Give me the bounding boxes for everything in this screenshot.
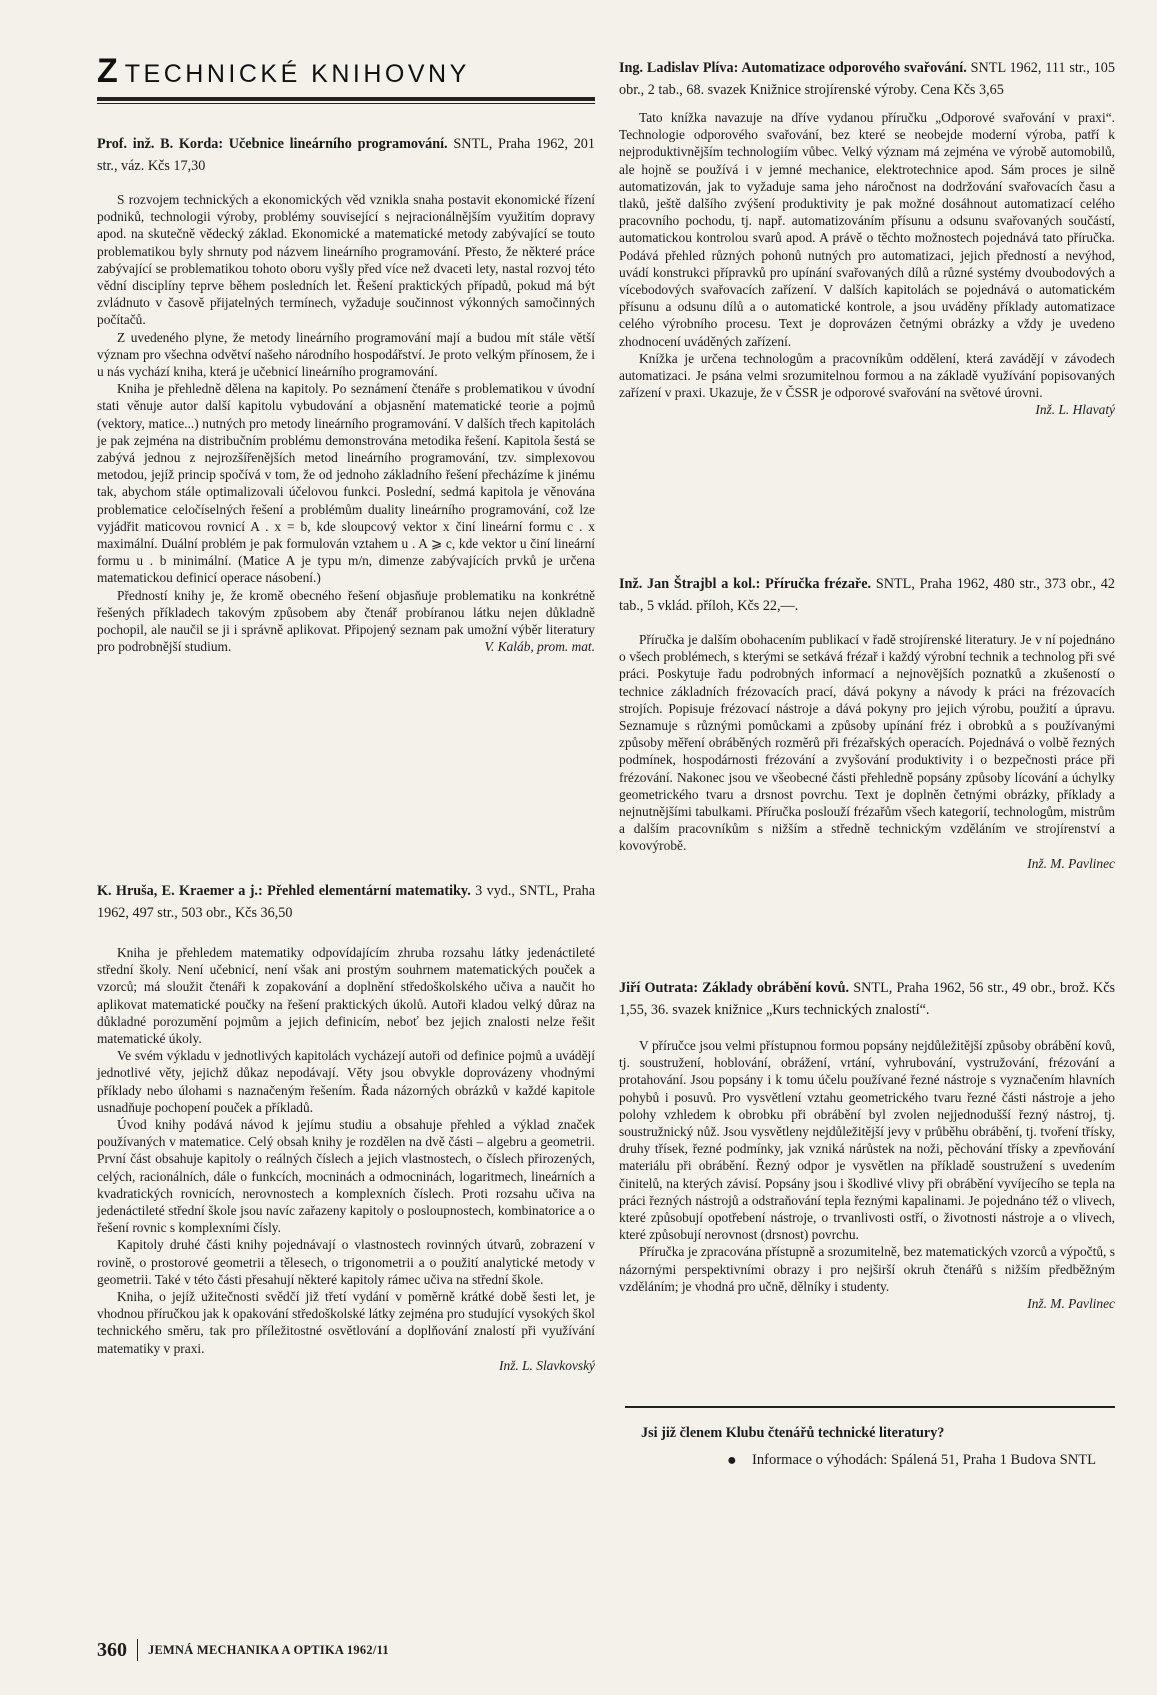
magazine-name: JEMNÁ MECHANIKA A OPTIKA 1962/11 — [148, 1642, 389, 1657]
review-publication: 3 vyd., SNTL, Praha 1962, 497 str., 503 obr., Kčs 36,50 — [97, 883, 595, 921]
review-signature: V. Kaláb, prom. mat. — [484, 639, 595, 655]
title-rule-thin — [97, 103, 595, 104]
review-signature: Inž. L. Hlavatý — [1035, 402, 1115, 418]
club-divider — [625, 1406, 1115, 1408]
review-author: Ing. Ladislav Plíva — [619, 60, 734, 76]
review-paragraph: Příručka je zpracována přístupně a srozumitelně, bez matematických vzorců a výpočtů, s názornými perspektivními obrazy i pro nejširší okruh čtenářů s nižším předběžným vzděláním; je vhodná pro učně, dělníky i studenty. — [619, 1244, 1115, 1294]
review-reference: Prof. inž. B. Korda: Učebnice lineárního programování. SNTL, Praha 1962, 201 str., váz. Kčs 17,30 — [97, 136, 595, 174]
review-signature: Inž. M. Pavlinec — [1027, 855, 1115, 871]
review-paragraph: S rozvojem technických a ekonomických věd vznikla snaha postavit ekonomické řízení podniků, technologii výroby, problémy související s nejracionálnějším využitím dopravy apod. na skutečně vědecký základ. Ekonomické a matematické metody zabývající se touto problematikou byly shrnuty pod názvem lineárního programování. Přesto, že některé práce zabývající se problematikou tohoto oboru vyšly před více než dvaceti lety, nastal rozvoj této vědní disciplíny teprve během posledních let. Řešení praktických případů, pokud má být zvládnuto v časově přijatelných termínech, vyžaduje součinnost výkonných samočinných počítačů. — [97, 192, 595, 328]
review-paragraph: Knížka je určena technologům a pracovníkům oddělení, která zavádějí v závodech automatizaci. Je psána velmi srozumitelnou formou a na základě využívání popisovaných zařízení v praxi. Ukazuje, že v ČSSR je odporové svařování na světové úrovni. — [619, 350, 1115, 401]
review-strajbl — [619, 574, 1115, 872]
review-book-title: Přehled elementární matematiky. — [267, 883, 471, 899]
review-book-title: Automatizace odporového svařování. — [741, 60, 967, 76]
review-book-title: Učebnice lineárního programování. — [228, 136, 448, 152]
review-paragraph-text: Předností knihy je, že kromě obecného řešení objasňuje problematiku na konkrétně řešených příkladech takovým způsobem aby čtenář probíranou látku nejen důkladně pochopil, ale naučil se ji i správně aplikovat. Připojený seznam pak umožní výběr literatury pro podrobnější studium. — [97, 587, 595, 655]
review-paragraph: Ve svém výkladu v jednotlivých kapitolách vycházejí autoři od definice pojmů a uvádějí jednotlivé věty, jejichž důkaz nepodávají. Věty jsou obvykle doprovázeny vhodnými příklady nebo úlohami s naznačeným řešením. Řada názorných obrázků v každé kapitole usnadňuje pochopení pouček a příkladů. — [97, 1048, 595, 1115]
review-reference: K. Hruša, E. Kraemer a j.: Přehled elementární matematiky. 3 vyd., SNTL, Praha 1962, 497 str., 503 obr., Kčs 36,50 — [97, 883, 595, 921]
section-title — [97, 52, 470, 91]
review-paragraph: Kapitoly druhé části knihy pojednávají o vlastnostech rovinných útvarů, zobrazení v rovině, o prostorové geometrii a tělesech, o trigonometrii a o použití analytické metody v geometrii. Také v této části přesahují některé kapitoly rámec učiva na střední škole. — [97, 1237, 595, 1287]
club-info: Informace o výhodách: Spálená 51, Praha 1 Budova SNTL — [752, 1452, 1097, 1468]
review-paragraph: Tato knížka navazuje na dříve vydanou příručku „Odporové svařování v praxi“. Technologie odporového svařování, bez které se neobejde moderní výroba, patří k nejproduktivnějším technologiím vůbec. Velký význam má zejména ve výrobě automobilů, ale hojně se používá i v jemné mechanice, elektrotechnice apod. Sám proces je silně automatizován, jak to vyžaduje sama jeho náročnost na dodržování svařovacích času a tlaků, ještě dalšího zvýšení produktivity je pak možné dosáhnout automatizací celého pracovního pochodu, tj. např. automatizováním přísunu a odsunu svařovaných součástí, automatickou kontrolou svarů apod. A právě o těchto možnostech pojednává tato příručka. Podává přehled různých pohonů nutných pro automatizaci, jejich předností a nevýhod, uvádí konstrukci přípravků pro upínání svařovaných dílů a různé systémy dvoubodových a vícebodových svařovacích zařízení. V dalších kapitolách se pojednává o automatickém přísunu a odsunu dílů a o automatické kontrole, a jsou uváděny příklady automatizace celého výrobního procesu. Text je doprovázen četnými obrázky a vždy je uvedeno zhodnocení uváděných zařízení. — [619, 110, 1115, 349]
review-paragraph: Kniha je přehledem matematiky odpovídajícím zhruba rozsahu látky jedenáctileté střední školy. Není učebnicí, není však ani prostým souhrnem matematických pouček a vzorců; má sloužit čtenáři k zopakování a doplnění středoškolského učiva a naučit ho aplikovat matematické poučky na řešení praktických úkolů. Autoři kladou velký důraz na důkladné porozumění pojmům a jejich definicím, neboť bez jejich znalosti nelze řešit matematické úkoly. — [97, 945, 595, 1047]
review-paragraph: Úvod knihy podává návod k jejímu studiu a obsahuje přehled a výklad značek používaných v matematice. Celý obsah knihy je rozdělen na dvě části – algebru a geometrii. První část obsahuje kapitoly o reálných číslech a jejich vlastnostech, o číslech přirozených, celých, racionálních, dále o funkcích, mocninách a odmocninách, logaritmech, lineárních a kvadratických rovnicích, nerovnostech a komplexních číslech. Proti rozsahu učiva na jedenáctileté střední škole jsou navíc zařazeny kapitoly o posloupnostech, kombinatorice a o řešení rovnic s komplexními čísly. — [97, 1117, 595, 1236]
review-reference: Ing. Ladislav Plíva: Automatizace odporového svařování. SNTL 1962, 111 str., 105 obr., 2 tab., 68. svazek Knižnice strojírenské výroby. Cena Kčs 3,65 — [619, 60, 1115, 98]
review-reference: Inž. Jan Štrajbl a kol.: Příručka frézaře. SNTL, Praha 1962, 480 str., 373 obr., 42 tab., 5 vklád. příloh, Kčs 22,—. — [619, 576, 1115, 614]
review-publication: SNTL, Praha 1962, 480 str., 373 obr., 42 tab., 5 vklád. příloh, Kčs 22,—. — [619, 576, 1115, 614]
review-publication: SNTL, Praha 1962, 56 str., 49 obr., brož. Kčs 1,55, 36. svazek knižnice „Kurs technických znalostí“. — [619, 980, 1116, 1018]
review-paragraph: Z uvedeného plyne, že metody lineárního programování mají a budou mít stále větší význam pro všechna odvětví našeho národního hospodářství. Je proto velkým přínosem, že i u nás vychází kniha, která je učebnicí lineárního programování. — [97, 329, 595, 380]
review-signature: Inž. L. Slavkovský — [499, 1357, 595, 1373]
review-author: Prof. inž. B. Korda — [97, 136, 219, 152]
review-paragraph: Příručka je dalším obohacením publikací v řadě strojírenské literatury. Je v ní pojednáno o všech problémech, s kterými se setkává frézař i každý výrobní technik a technolog při své práci. Poskytuje řadu podrobných informací a nejnovějších poznatků a zkušeností o technice základních frézovacích prací, dává pokyny a návody k práci na frézovacích strojích. Popisuje frézovací nástroje a dává pokyny pro jejich výrobu, použití a úpravu. Seznamuje s různými pomůckami a způsoby upínání fréz i obrobků a s používanými způsoby měření obráběných rozměrů při frézařských operacích. Pojednává o volbě řezných podmínek, hospodárnosti frézování a zvyšování produktivity i o bezpečnosti práce při frézování. Nakonec jsou ve všeobecné části přehledně popsány způsoby lícování a úchylky geometrického tvaru a drsnost povrchu. Text je doplněn četnými obrázky, příklady a nejnutnějšími tabulkami. Příručka poslouží frézařům všech kategorií, technologům, mistrům a dalším pracovníkům s nižším a středně technickým vzděláním ve strojírenství a kovovýrobě. — [619, 632, 1115, 854]
review-author: K. Hruša, E. Kraemer a j. — [97, 883, 258, 899]
review-outrata — [619, 978, 1115, 1312]
review-publication: SNTL, Praha 1962, 201 str., váz. Kčs 17,30 — [97, 136, 595, 174]
review-signature: Inž. M. Pavlinec — [1027, 1296, 1115, 1312]
review-pliva — [619, 58, 1115, 419]
review-publication: SNTL 1962, 111 str., 105 obr., 2 tab., 68. svazek Knižnice strojírenské výroby. Cena Kčs 3,65 — [619, 60, 1115, 98]
footer-divider — [137, 1639, 138, 1661]
bullet-icon: ● — [727, 1452, 737, 1469]
review-reference: Jiří Outrata: Základy obrábění kovů. SNTL, Praha 1962, 56 str., 49 obr., brož. Kčs 1,55, 36. svazek knižnice „Kurs technických znalostí“. — [619, 980, 1116, 1018]
page-number: 360 — [97, 1638, 127, 1661]
review-paragraph: V příručce jsou velmi přístupnou formou popsány nejdůležitější způsoby obrábění kovů, tj. soustružení, hoblování, obrážení, vrtání, vyhrubování, vystružování, frézování a protahování. Jsou popsány i k tomu účelu používané řezné nástroje s vyznačením hlavních pohybů i posuvů. Pro vysvětlení vztahu geometrického tvaru řezné části nástroje a jeho polohy vzhledem k obrobku při obrábění byl zvolen nejjednodušší řezný nástroj, tj. soustružnický nůž. Jsou vysvětleny nejdůležitější jevy v průběhu obrábění, tj. tvoření třísky, druhy třísek, řezné podmínky, jak vzniká nárůstek na noži, pěchování třísky a zpevňování materiálu při obrábění. Řezný odpor je vysvětlen na příkladě soustružení s uvedením činitelů, na kterých závisí. Popsány jsou i škodlivé vlivy při obrábění vyvíjecího se tepla na práci řezných nástrojů a odstraňování tepla řeznými kapalinami. Je pojednáno též o vlivech, které způsobují opotřebení nástroje, o trvanlivosti ostří, o životnosti nástroje a o vlivech, které způsobují nerovnost (drsnost) povrchu. — [619, 1038, 1115, 1243]
club-question: Jsi již členem Klubu čtenářů technické literatury? — [641, 1425, 945, 1441]
review-book-title: Základy obrábění kovů. — [702, 980, 850, 996]
page-footer — [97, 1635, 389, 1665]
section-title-initial: Z — [97, 52, 119, 90]
review-author: Jiří Outrata — [619, 980, 694, 996]
review-paragraph: Kniha, o jejíž užitečnosti svědčí již třetí vydání v poměrně krátké době šesti let, je vhodnou příručkou jak k opakování středoškolské látky zejména pro studující vysokých škol technického směru, tak pro příležitostné osvětlování a doplňování znalostí při využívání matematiky v praxi. — [97, 1289, 595, 1356]
title-rule — [97, 97, 595, 101]
review-korda — [97, 134, 595, 655]
review-author: Inž. Jan Štrajbl a kol. — [619, 576, 756, 592]
review-hrusa — [97, 881, 595, 1374]
review-paragraph — [97, 587, 595, 656]
review-book-title: Příručka frézaře. — [765, 576, 872, 592]
section-title-rest: TECHNICKÉ KNIHOVNY — [124, 60, 470, 88]
review-paragraph: Kniha je přehledně dělena na kapitoly. Po seznámení čtenáře s problematikou v úvodní stati věnuje autor další kapitolu vybudování a objasnění matematické teorie a pojmů (vektory, matice...) nutných pro metody lineárního programování. V dalších třech kapitolách je pak zejména na distribučním problému demonstrována metodika řešení. Kapitola šestá se zabývá jednou z nejrozšířenějších metod lineárního programování, tzv. simplexovou metodou, jejíž princip spočívá v tom, že od jednoho základního řešení přecházíme k jinému tak, abychom stále optimalizovali účelovou funkci. Poslední, sedmá kapitola je věnována problematice celočíselných řešení a problémům duality lineárního programování, což lze vyjádřit maticovou rovnicí A . x = b, kde sloupcový vektor x činí lineární formu c . x maximální. Duální problém je pak formulován vztahem u . A ⩾ c, kde vektor u činí lineární formu u . b minimální. (Matice A je typu m/n, dimenze zabývajících prvků je určena matematickou definicí operace násobení.) — [97, 381, 595, 586]
